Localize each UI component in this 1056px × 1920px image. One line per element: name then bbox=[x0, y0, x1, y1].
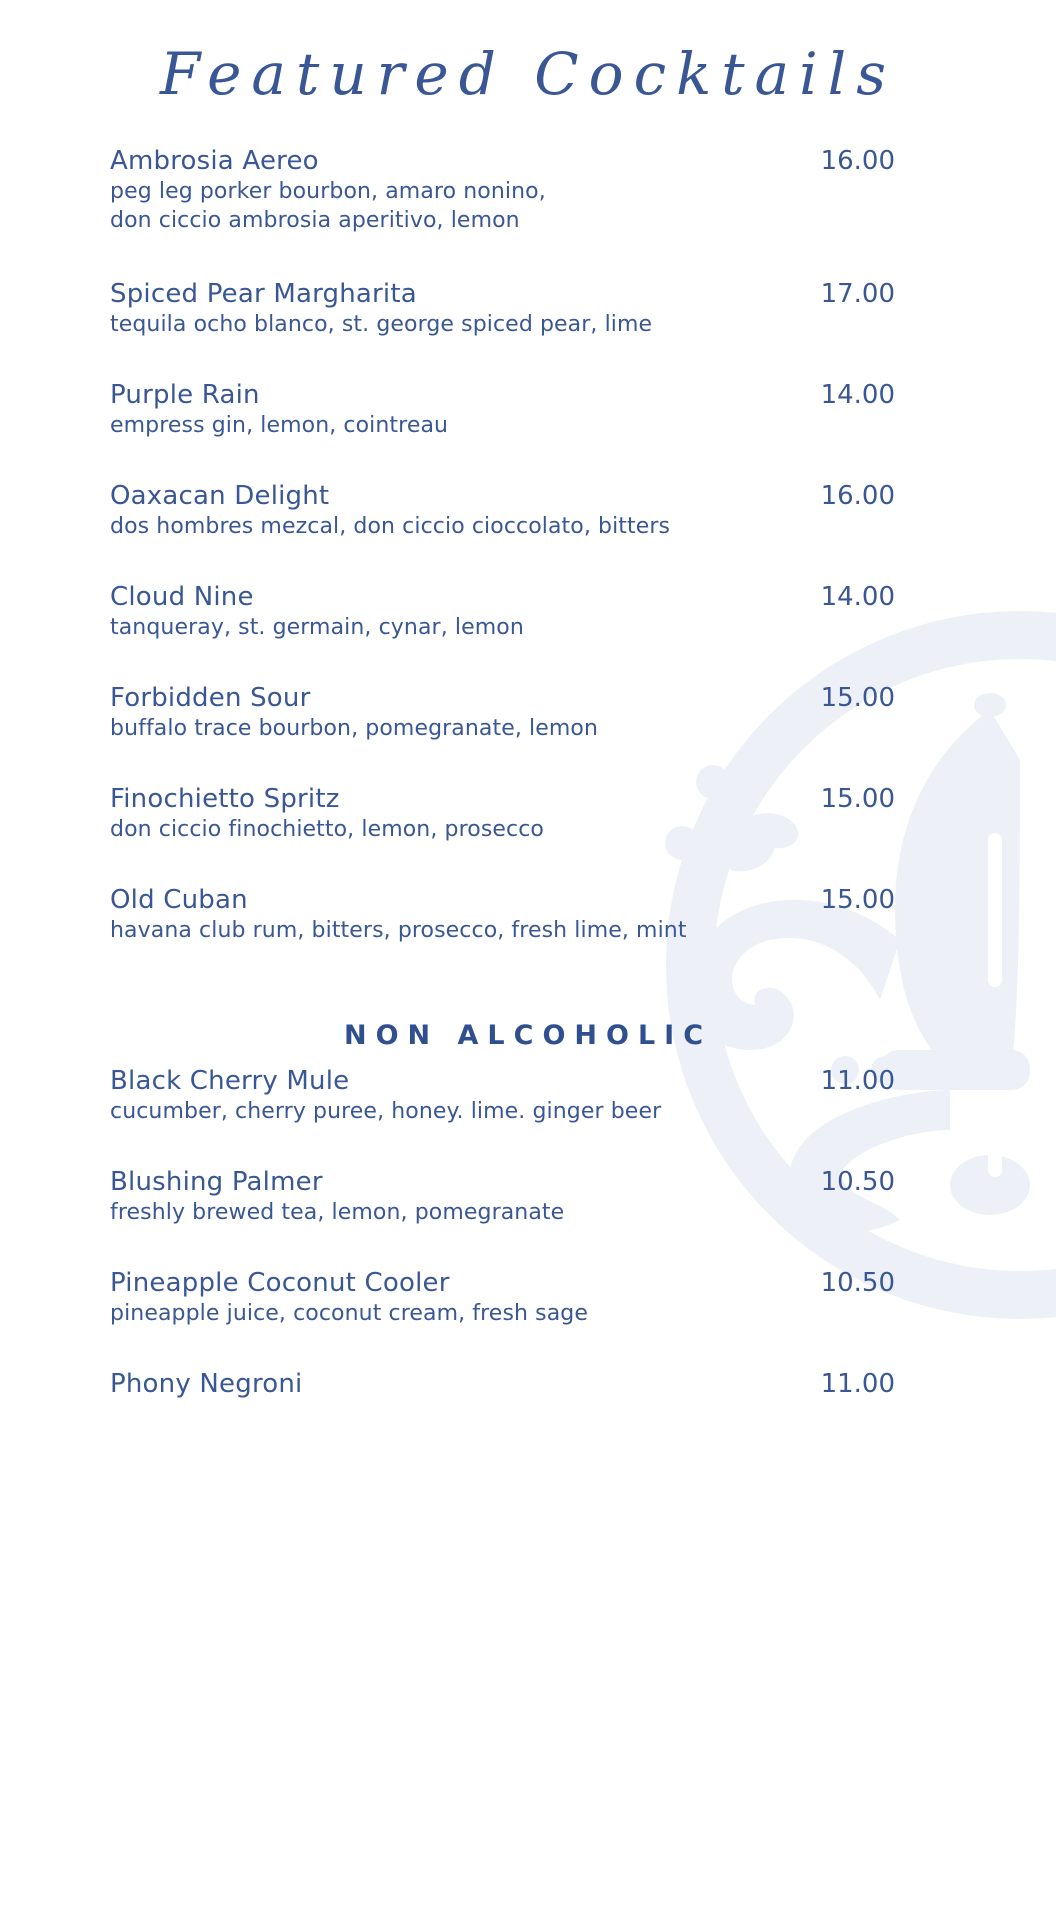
menu-item-header bbox=[110, 682, 895, 714]
menu-item-name: Purple Rain bbox=[110, 380, 260, 410]
menu-item-header bbox=[110, 1368, 895, 1400]
menu-item-price: 14.00 bbox=[820, 582, 895, 612]
menu-item-header bbox=[110, 1166, 895, 1198]
menu-item-name: Old Cuban bbox=[110, 885, 248, 915]
menu-item-description: dos hombres mezcal, don ciccio cioccolato, bitters bbox=[110, 514, 671, 539]
menu-item-header bbox=[110, 1065, 895, 1097]
menu-item bbox=[110, 145, 895, 235]
menu-item-name: Forbidden Sour bbox=[110, 683, 311, 713]
menu-item-header bbox=[110, 480, 895, 512]
menu-item bbox=[110, 783, 895, 844]
menu-item bbox=[110, 480, 895, 541]
cocktails-list bbox=[110, 145, 895, 945]
menu-item-description: havana club rum, bitters, prosecco, fresh lime, mint bbox=[110, 918, 687, 943]
menu-item-header bbox=[110, 884, 895, 916]
page-title-text: Featured Cocktails bbox=[160, 40, 896, 108]
menu-item-price: 15.00 bbox=[820, 683, 895, 713]
non-alcoholic-heading: NON ALCOHOLIC bbox=[343, 1020, 713, 1051]
menu-item-header bbox=[110, 783, 895, 815]
menu-item-header bbox=[110, 278, 895, 310]
menu-item-description: buffalo trace bourbon, pomegranate, lemon bbox=[110, 716, 599, 741]
menu-item-name: Black Cherry Mule bbox=[110, 1066, 350, 1096]
menu-item-name: Oaxacan Delight bbox=[110, 481, 330, 511]
menu-item-price: 10.50 bbox=[820, 1167, 895, 1197]
menu-item-name: Pineapple Coconut Cooler bbox=[110, 1268, 450, 1298]
menu-item-price: 15.00 bbox=[820, 885, 895, 915]
menu-item-name: Phony Negroni bbox=[110, 1369, 303, 1399]
menu-item bbox=[110, 278, 895, 339]
menu-item bbox=[110, 1166, 895, 1227]
menu-item-name: Cloud Nine bbox=[110, 582, 254, 612]
menu-item-price: 11.00 bbox=[820, 1369, 895, 1399]
menu-item-header bbox=[110, 145, 895, 177]
menu-item-description: empress gin, lemon, cointreau bbox=[110, 413, 449, 438]
page-title bbox=[0, 14, 1056, 134]
menu-item-name: Spiced Pear Margharita bbox=[110, 279, 417, 309]
menu-item-price: 14.00 bbox=[820, 380, 895, 410]
menu-item-header bbox=[110, 1267, 895, 1299]
menu-item-description: pineapple juice, coconut cream, fresh sage bbox=[110, 1301, 588, 1326]
menu-item bbox=[110, 884, 895, 945]
menu-item bbox=[110, 1368, 895, 1400]
menu-item-description: peg leg porker bourbon, amaro nonino, bbox=[110, 179, 546, 204]
menu-item-price: 17.00 bbox=[820, 279, 895, 309]
menu-item bbox=[110, 1065, 895, 1126]
menu-item-name: Finochietto Spritz bbox=[110, 784, 340, 814]
menu-item bbox=[110, 682, 895, 743]
menu-item-price: 10.50 bbox=[820, 1268, 895, 1298]
menu-item-description: freshly brewed tea, lemon, pomegranate bbox=[110, 1200, 565, 1225]
menu-item-description: cucumber, cherry puree, honey. lime. ginger beer bbox=[110, 1099, 662, 1124]
menu-item-header bbox=[110, 581, 895, 613]
menu-item-price: 15.00 bbox=[820, 784, 895, 814]
non-alcoholic-list bbox=[110, 1065, 895, 1400]
menu-item-price: 16.00 bbox=[820, 481, 895, 511]
menu-item-description: don ciccio finochietto, lemon, prosecco bbox=[110, 817, 544, 842]
menu-item-price: 11.00 bbox=[820, 1066, 895, 1096]
menu-item bbox=[110, 581, 895, 642]
menu-item-header bbox=[110, 379, 895, 411]
menu-item-name: Ambrosia Aereo bbox=[110, 146, 319, 176]
menu-item-description: don ciccio ambrosia aperitivo, lemon bbox=[110, 208, 520, 233]
menu-item-price: 16.00 bbox=[820, 146, 895, 176]
menu-item bbox=[110, 379, 895, 440]
menu-item-description: tanqueray, st. germain, cynar, lemon bbox=[110, 615, 524, 640]
menu-item-description: tequila ocho blanco, st. george spiced pear, lime bbox=[110, 312, 653, 337]
menu-item-name: Blushing Palmer bbox=[110, 1167, 323, 1197]
menu-item bbox=[110, 1267, 895, 1328]
